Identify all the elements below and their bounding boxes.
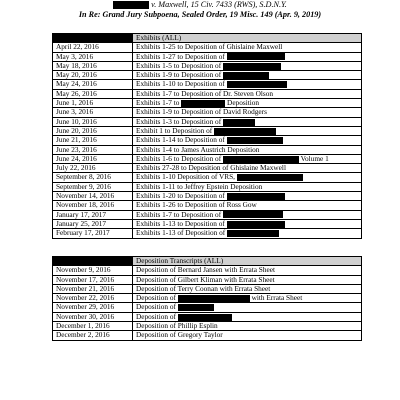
row-date: May 26, 2016 <box>53 89 133 98</box>
header-blackout-cell <box>53 34 133 43</box>
row-description <box>133 145 362 154</box>
row-description-text: Exhibits 1-11 to Jeffrey Epstein Deposition <box>136 182 263 191</box>
row-description-text: Exhibits 1-9 to Deposition of David Rodgers <box>136 107 267 117</box>
row-date: December 1, 2016 <box>53 322 133 331</box>
row-description-text: Exhibits 1-25 to Deposition of Ghislaine Maxwell <box>136 42 283 52</box>
table-row <box>53 201 362 210</box>
row-date: April 22, 2016 <box>53 43 133 52</box>
redaction-bar <box>227 81 287 88</box>
table-row <box>53 303 362 312</box>
header-blackout-cell <box>53 257 133 266</box>
table-row <box>53 52 362 61</box>
table-row <box>53 126 362 135</box>
table-row <box>53 136 362 145</box>
table-row <box>53 173 362 182</box>
row-date: November 14, 2016 <box>53 192 133 201</box>
row-date: May 20, 2016 <box>53 71 133 80</box>
redaction-bar <box>227 230 279 237</box>
redaction-bar <box>227 221 285 228</box>
table-row <box>53 312 362 321</box>
row-description-text: Exhibits 1-26 to Deposition of Ross Gow <box>136 200 257 210</box>
table-row <box>53 219 362 228</box>
row-description <box>133 99 362 108</box>
row-date: June 10, 2016 <box>53 117 133 126</box>
row-description <box>133 266 362 275</box>
redaction-bar <box>181 100 225 107</box>
row-description-text: Exhibits 1-20 to Deposition of <box>136 191 225 201</box>
row-description-suffix: Deposition <box>227 98 260 108</box>
row-date: November 21, 2016 <box>53 284 133 293</box>
table-row <box>53 154 362 163</box>
row-date: January 25, 2017 <box>53 219 133 228</box>
redaction-bar <box>178 304 214 311</box>
row-description <box>133 182 362 191</box>
table-row <box>53 182 362 191</box>
table-title: Exhibits (ALL) <box>133 34 362 43</box>
row-description-text: Deposition of Gilbert Kliman with Errata Sheet <box>136 275 275 284</box>
row-description-text: Exhibits 1-6 to Deposition of <box>136 154 222 163</box>
table-row <box>53 331 362 340</box>
table-row <box>53 229 362 238</box>
row-date: June 24, 2016 <box>53 154 133 163</box>
table-header-row <box>53 257 362 266</box>
table-row <box>53 164 362 173</box>
table-title: Deposition Transcripts (ALL) <box>133 257 362 266</box>
exhibits-table <box>52 33 362 239</box>
row-description <box>133 43 362 52</box>
row-description-text: Deposition of Phillip Esplin <box>136 321 218 331</box>
table-row <box>53 61 362 70</box>
redaction-bar <box>223 156 299 163</box>
row-description <box>133 89 362 98</box>
table-row <box>53 71 362 80</box>
row-description-text: Exhibit 1 to Deposition of <box>136 126 213 135</box>
row-description <box>133 126 362 135</box>
redaction-bar <box>223 72 269 79</box>
redaction-bar <box>178 295 250 302</box>
row-description-text: Exhibits 1-5 to Deposition of <box>136 61 222 70</box>
row-date: November 9, 2016 <box>53 266 133 275</box>
table-row <box>53 117 362 126</box>
document-header <box>0 0 400 19</box>
row-description <box>133 80 362 89</box>
row-description <box>133 331 362 340</box>
case-subtitle: In Re: Grand Jury Subpoena, Sealed Order, 19 Misc. 149 (Apr. 9, 2019) <box>78 9 322 19</box>
table-row <box>53 210 362 219</box>
redaction-bar <box>113 1 149 9</box>
row-description-text: Deposition of Gregory Taylor <box>136 330 223 340</box>
table-row <box>53 322 362 331</box>
row-date: December 2, 2016 <box>53 331 133 340</box>
table-row <box>53 266 362 275</box>
table-row <box>53 284 362 293</box>
redaction-bar <box>178 314 232 321</box>
row-description <box>133 164 362 173</box>
row-description-text: Exhibits 1-4 to James Austrich Deposition <box>136 145 260 154</box>
table-row <box>53 275 362 284</box>
row-date: June 1, 2016 <box>53 99 133 108</box>
row-date: November 22, 2016 <box>53 294 133 303</box>
row-date: September 8, 2016 <box>53 173 133 182</box>
row-description <box>133 210 362 219</box>
row-date: May 18, 2016 <box>53 61 133 70</box>
depositions-table <box>52 256 362 341</box>
table-header-row <box>53 34 362 43</box>
row-description-text: Exhibits 1-13 of Deposition of <box>136 228 226 238</box>
row-description-text: Exhibits 1-27 to Deposition of <box>136 52 225 61</box>
table-row <box>53 99 362 108</box>
row-description-text: Exhibits 1-3 to Deposition of <box>136 117 222 126</box>
row-description-text: Exhibits 1-7 to Deposition of <box>136 210 222 219</box>
table-row <box>53 80 362 89</box>
row-description-text: Exhibits 1-13 to Deposition of <box>136 219 225 228</box>
row-date: May 3, 2016 <box>53 52 133 61</box>
row-description <box>133 312 362 321</box>
case-caption <box>0 0 400 10</box>
row-description-text: Deposition of Bernard Jansen with Errata Sheet <box>136 265 276 275</box>
row-description <box>133 136 362 145</box>
row-description <box>133 71 362 80</box>
row-description <box>133 284 362 293</box>
row-date: February 17, 2017 <box>53 229 133 238</box>
table-row <box>53 192 362 201</box>
table-row <box>53 108 362 117</box>
redaction-bar <box>214 128 276 135</box>
row-date: June 3, 2016 <box>53 108 133 117</box>
row-description <box>133 61 362 70</box>
row-description-text: Exhibits 1-9 to Deposition of <box>136 70 222 80</box>
table-row <box>53 294 362 303</box>
row-description-text: Exhibits 1-10 Deposition of VRS, <box>136 172 235 182</box>
redaction-bar <box>223 211 283 218</box>
row-date: November 18, 2016 <box>53 201 133 210</box>
row-description-text: Deposition of Terry Coonan with Errata Sheet <box>136 284 271 293</box>
redaction-bar <box>227 137 283 144</box>
row-description <box>133 117 362 126</box>
table-row <box>53 145 362 154</box>
row-description <box>133 173 362 182</box>
redaction-bar <box>237 174 303 181</box>
row-date: September 9, 2016 <box>53 182 133 191</box>
redaction-bar <box>223 63 281 70</box>
row-date: June 20, 2016 <box>53 126 133 135</box>
case-caption-text: v. Maxwell, 15 Civ. 7433 (RWS), S.D.N.Y. <box>151 0 287 9</box>
row-description-text: Exhibits 1-14 to Deposition of <box>136 135 225 145</box>
row-date: July 22, 2016 <box>53 164 133 173</box>
row-description <box>133 303 362 312</box>
row-description <box>133 229 362 238</box>
row-date: November 30, 2016 <box>53 312 133 321</box>
row-description-suffix: Volume 1 <box>300 154 329 163</box>
row-description <box>133 219 362 228</box>
row-description <box>133 192 362 201</box>
redaction-bar <box>227 53 285 60</box>
row-description <box>133 154 362 163</box>
row-date: June 23, 2016 <box>53 145 133 154</box>
row-date: January 17, 2017 <box>53 210 133 219</box>
section-spacer <box>52 246 359 256</box>
row-description <box>133 322 362 331</box>
row-description-text: Exhibits 1-7 to Deposition of Dr. Steven Olson <box>136 89 274 98</box>
row-description <box>133 108 362 117</box>
row-description-text: Exhibits 1-7 to <box>136 98 180 108</box>
row-description-text: Exhibits 1-10 to Deposition of <box>136 79 225 89</box>
row-date: November 17, 2016 <box>53 275 133 284</box>
row-description-suffix: with Errata Sheet <box>251 293 303 303</box>
row-description-text: Deposition of <box>136 312 176 321</box>
table-row <box>53 89 362 98</box>
row-date: November 29, 2016 <box>53 303 133 312</box>
row-description <box>133 275 362 284</box>
row-description <box>133 52 362 61</box>
row-description-text: Deposition of <box>136 302 176 312</box>
table-row <box>53 43 362 52</box>
row-date: June 21, 2016 <box>53 136 133 145</box>
row-description-text: Deposition of <box>136 293 176 303</box>
row-date: May 24, 2016 <box>53 80 133 89</box>
redaction-bar <box>227 193 285 200</box>
row-description <box>133 294 362 303</box>
redaction-bar <box>223 119 255 126</box>
row-description-text: Exhibits 27-28 to Deposition of Ghislaine Maxwell <box>136 163 286 173</box>
row-description <box>133 201 362 210</box>
